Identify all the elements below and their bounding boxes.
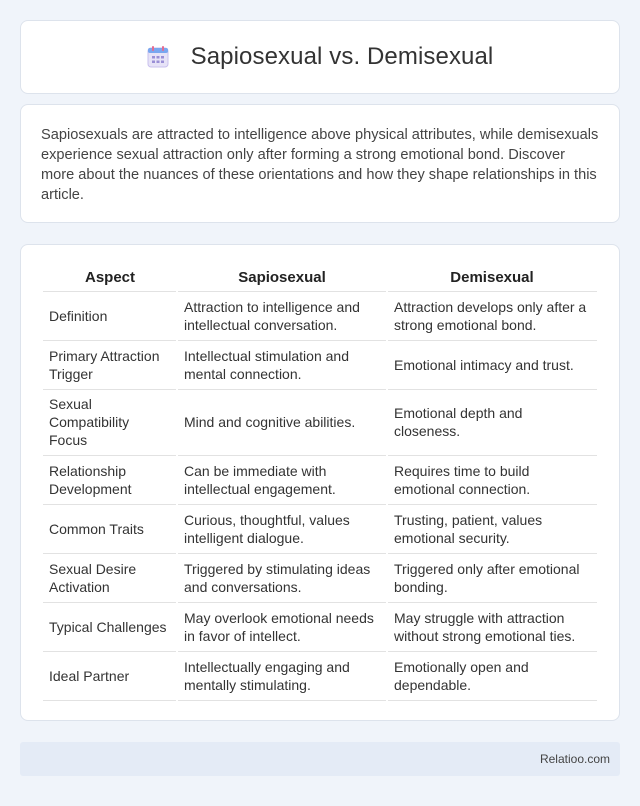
table-row (43, 455, 597, 504)
table-header-row (43, 265, 597, 291)
aspect-cell: Sexual Desire Activation (43, 553, 177, 602)
intro-card (20, 104, 620, 223)
demisexual-cell: Triggered only after emotional bonding. (387, 553, 597, 602)
title-card (20, 20, 620, 94)
demisexual-cell: Emotionally open and dependable. (387, 651, 597, 700)
aspect-cell: Typical Challenges (43, 602, 177, 651)
aspect-cell: Relationship Development (43, 455, 177, 504)
table-row (43, 651, 597, 700)
intro-text: Sapiosexuals are attracted to intelligence above physical attributes, while demisexuals experience sexual attraction only after forming a strong emotional bond. Discover more about the nuances of these orientations and how they shape relationships in this article. (41, 127, 599, 203)
table-row (43, 602, 597, 651)
aspect-cell: Common Traits (43, 504, 177, 553)
page-title: Sapiosexual vs. Demisexual (190, 43, 494, 70)
aspect-cell: Primary Attraction Trigger (43, 340, 177, 389)
aspect-cell: Ideal Partner (43, 651, 177, 700)
sapiosexual-cell: Can be immediate with intellectual engagement. (177, 455, 387, 504)
demisexual-cell: Emotional intimacy and trust. (387, 340, 597, 389)
sapiosexual-cell: Curious, thoughtful, values intelligent dialogue. (177, 504, 387, 553)
calendar-icon (147, 46, 169, 68)
table-row (43, 340, 597, 389)
footer-brand[interactable]: Relatioo.com (539, 752, 610, 766)
aspect-cell: Sexual Compatibility Focus (43, 389, 177, 455)
header-demisexual: Demisexual (387, 265, 597, 291)
comparison-card (20, 244, 620, 721)
sapiosexual-cell: Intellectually engaging and mentally stimulating. (177, 651, 387, 700)
aspect-cell: Definition (43, 291, 177, 340)
comparison-table (43, 265, 597, 701)
table-row (43, 291, 597, 340)
table-row (43, 504, 597, 553)
sapiosexual-cell: May overlook emotional needs in favor of intellect. (177, 602, 387, 651)
demisexual-cell: Requires time to build emotional connection. (387, 455, 597, 504)
header-sapiosexual: Sapiosexual (177, 265, 387, 291)
table-row (43, 553, 597, 602)
sapiosexual-cell: Attraction to intelligence and intellectual conversation. (177, 291, 387, 340)
sapiosexual-cell: Triggered by stimulating ideas and conversations. (177, 553, 387, 602)
header-aspect: Aspect (43, 265, 177, 291)
demisexual-cell: May struggle with attraction without strong emotional ties. (387, 602, 597, 651)
footer (20, 742, 620, 776)
demisexual-cell: Trusting, patient, values emotional security. (387, 504, 597, 553)
table-row (43, 389, 597, 455)
demisexual-cell: Attraction develops only after a strong emotional bond. (387, 291, 597, 340)
sapiosexual-cell: Mind and cognitive abilities. (177, 389, 387, 455)
sapiosexual-cell: Intellectual stimulation and mental connection. (177, 340, 387, 389)
demisexual-cell: Emotional depth and closeness. (387, 389, 597, 455)
